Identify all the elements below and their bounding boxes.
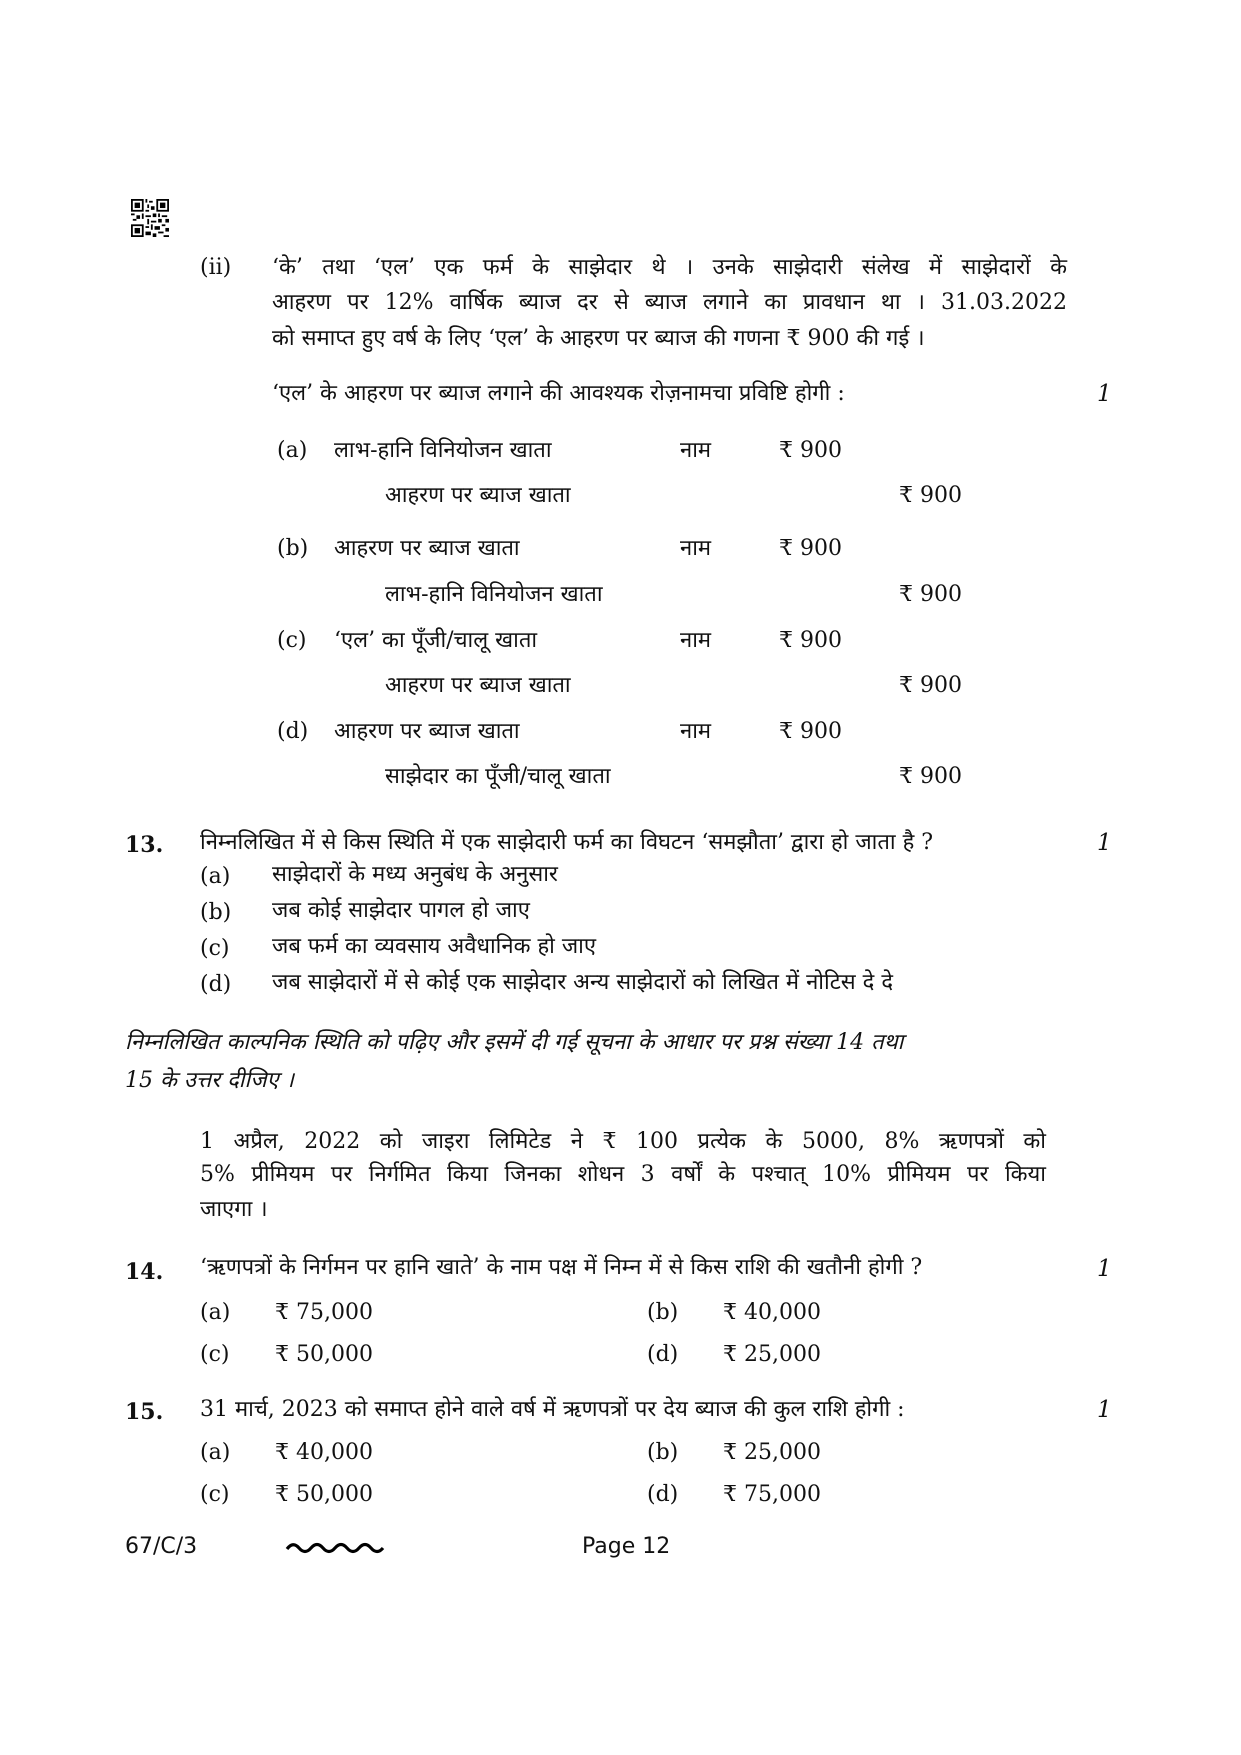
question-number: 15. bbox=[125, 1399, 164, 1425]
marks: 1 bbox=[1097, 381, 1112, 407]
option-text: ₹ 75,000 bbox=[275, 1300, 373, 1325]
option-label: (a) bbox=[277, 438, 308, 463]
debit-amount: ₹ 900 bbox=[779, 536, 842, 561]
question-text-line: ‘के’ तथा ‘एल’ एक फर्म के साझेदार थे । उनके साझेदारी संलेख में साझेदारों के bbox=[272, 255, 1067, 280]
option-text: ₹ 25,000 bbox=[723, 1342, 821, 1367]
option-text: साझेदारों के मध्य अनुबंध के अनुसार bbox=[272, 862, 558, 887]
paper-code: 67/C/3 bbox=[125, 1534, 198, 1559]
debit-account: आहरण पर ब्याज खाता bbox=[334, 719, 520, 744]
option-label: (b) bbox=[647, 1300, 679, 1325]
dr-label: नाम bbox=[680, 536, 712, 561]
instruction-line: निम्नलिखित काल्पनिक स्थिति को पढ़िए और इसमें दी गई सूचना के आधार पर प्रश्न संख्या 14 तथा bbox=[125, 1030, 904, 1055]
question-text: ‘ऋणपत्रों के निर्गमन पर हानि खाते’ के नाम पक्ष में निम्न में से किस राशि की खतौनी होगी ? bbox=[200, 1255, 923, 1280]
debit-amount: ₹ 900 bbox=[779, 628, 842, 653]
page-number: Page 12 bbox=[582, 1534, 671, 1559]
option-text: ₹ 50,000 bbox=[275, 1342, 373, 1367]
dr-label: नाम bbox=[680, 719, 712, 744]
credit-account: साझेदार का पूँजी/चालू खाता bbox=[385, 764, 611, 789]
option-label: (d) bbox=[277, 719, 309, 744]
option-label: (c) bbox=[200, 936, 230, 961]
option-label: (b) bbox=[647, 1440, 679, 1465]
credit-amount: ₹ 900 bbox=[899, 483, 962, 508]
option-label: (d) bbox=[647, 1482, 679, 1507]
dr-label: नाम bbox=[680, 438, 712, 463]
credit-amount: ₹ 900 bbox=[899, 764, 962, 789]
option-label: (c) bbox=[200, 1342, 230, 1367]
option-label: (d) bbox=[200, 972, 232, 997]
instruction-line: 15 के उत्तर दीजिए । bbox=[125, 1068, 295, 1093]
passage-line: 5% प्रीमियम पर निर्गमित किया जिनका शोधन 3 वर्षों के पश्चात् 10% प्रीमियम पर किया bbox=[200, 1162, 1046, 1187]
marks: 1 bbox=[1097, 830, 1112, 856]
credit-amount: ₹ 900 bbox=[899, 582, 962, 607]
debit-account: आहरण पर ब्याज खाता bbox=[334, 536, 520, 561]
credit-amount: ₹ 900 bbox=[899, 673, 962, 698]
option-label: (b) bbox=[277, 536, 309, 561]
question-text: निम्नलिखित में से किस स्थिति में एक साझेदारी फर्म का विघटन ‘समझौता’ द्वारा हो जाता है ? bbox=[200, 830, 934, 855]
credit-account: लाभ-हानि विनियोजन खाता bbox=[385, 582, 603, 607]
wave-decoration-icon bbox=[285, 1540, 385, 1556]
question-number: 14. bbox=[125, 1259, 164, 1285]
option-text: ₹ 40,000 bbox=[275, 1440, 373, 1465]
option-text: ₹ 40,000 bbox=[723, 1300, 821, 1325]
marks: 1 bbox=[1097, 1256, 1112, 1282]
option-label: (c) bbox=[200, 1482, 230, 1507]
option-text: ₹ 50,000 bbox=[275, 1482, 373, 1507]
debit-account: लाभ-हानि विनियोजन खाता bbox=[334, 438, 552, 463]
option-text: जब साझेदारों में से कोई एक साझेदार अन्य साझेदारों को लिखित में नोटिस दे दे bbox=[272, 970, 893, 995]
qr-code-icon bbox=[131, 199, 169, 237]
option-label: (a) bbox=[200, 1300, 231, 1325]
question-text-line: को समाप्त हुए वर्ष के लिए ‘एल’ के आहरण पर ब्याज की गणना ₹ 900 की गई । bbox=[272, 326, 925, 351]
question-text-line: आहरण पर 12% वार्षिक ब्याज दर से ब्याज लगाने का प्रावधान था । 31.03.2022 bbox=[272, 290, 1067, 315]
passage-line: 1 अप्रैल, 2022 को जाइरा लिमिटेड ने ₹ 100 प्रत्येक के 5000, 8% ऋणपत्रों को bbox=[200, 1129, 1046, 1154]
credit-account: आहरण पर ब्याज खाता bbox=[385, 673, 571, 698]
passage-line: जाएगा । bbox=[200, 1197, 268, 1222]
debit-account: ‘एल’ का पूँजी/चालू खाता bbox=[334, 628, 538, 653]
option-label: (d) bbox=[647, 1342, 679, 1367]
option-text: ₹ 25,000 bbox=[723, 1440, 821, 1465]
option-text: जब कोई साझेदार पागल हो जाए bbox=[272, 898, 530, 923]
marks: 1 bbox=[1097, 1397, 1112, 1423]
option-text: जब फर्म का व्यवसाय अवैधानिक हो जाए bbox=[272, 934, 597, 959]
debit-amount: ₹ 900 bbox=[779, 438, 842, 463]
question-number: (ii) bbox=[200, 255, 232, 280]
question-prompt: ‘एल’ के आहरण पर ब्याज लगाने की आवश्यक रोज़नामचा प्रविष्टि होगी : bbox=[272, 381, 845, 406]
dr-label: नाम bbox=[680, 628, 712, 653]
option-label: (a) bbox=[200, 864, 231, 889]
credit-account: आहरण पर ब्याज खाता bbox=[385, 483, 571, 508]
question-number: 13. bbox=[125, 832, 164, 858]
option-label: (b) bbox=[200, 900, 232, 925]
question-text: 31 मार्च, 2023 को समाप्त होने वाले वर्ष में ऋणपत्रों पर देय ब्याज की कुल राशि होगी : bbox=[200, 1397, 905, 1422]
debit-amount: ₹ 900 bbox=[779, 719, 842, 744]
option-label: (a) bbox=[200, 1440, 231, 1465]
option-label: (c) bbox=[277, 628, 307, 653]
option-text: ₹ 75,000 bbox=[723, 1482, 821, 1507]
